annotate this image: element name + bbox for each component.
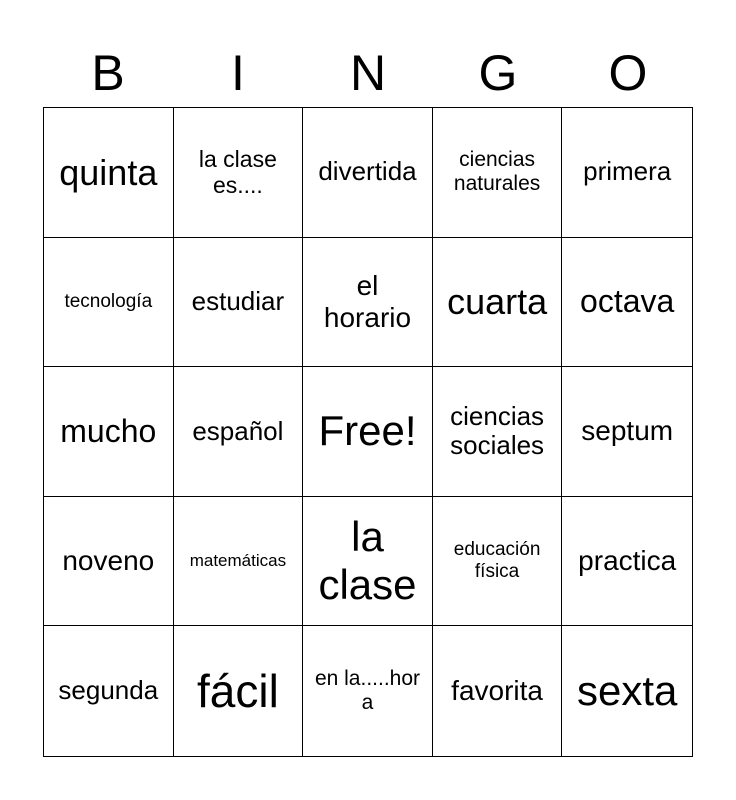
header-letter-b: B [91, 45, 125, 101]
bingo-cell[interactable]: tecnología [44, 238, 174, 368]
bingo-cell[interactable]: quinta [44, 108, 174, 238]
bingo-cell[interactable]: primera [562, 108, 692, 238]
bingo-cell[interactable]: practica [562, 497, 692, 627]
bingo-cell[interactable]: ciencias naturales [433, 108, 563, 238]
header-letter-g: G [478, 45, 518, 101]
bingo-cell[interactable]: segunda [44, 626, 174, 756]
bingo-cell[interactable]: divertida [303, 108, 433, 238]
bingo-header [43, 38, 693, 108]
header-letter-o: O [608, 45, 648, 101]
bingo-cell[interactable]: octava [562, 238, 692, 368]
bingo-cell[interactable]: mucho [44, 367, 174, 497]
bingo-cell[interactable]: Free! [303, 367, 433, 497]
bingo-cell[interactable]: sexta [577, 667, 678, 715]
bingo-board [43, 107, 693, 757]
bingo-cell[interactable]: septum [562, 367, 692, 497]
bingo-cell[interactable]: la clase [303, 497, 433, 627]
bingo-cell[interactable]: español [174, 367, 304, 497]
bingo-cell[interactable]: educación física [433, 497, 563, 627]
bingo-cell[interactable]: fácil [174, 626, 304, 756]
bingo-cell[interactable]: la clase es.... [174, 108, 304, 238]
bingo-cell[interactable]: cuarta [433, 238, 563, 368]
bingo-cell[interactable]: el horario [303, 238, 433, 368]
header-letter-n: N [349, 45, 387, 101]
bingo-cell[interactable]: en la.....hora [303, 626, 433, 756]
bingo-cell[interactable]: estudiar [174, 238, 304, 368]
bingo-cell[interactable]: noveno [44, 497, 174, 627]
bingo-cell[interactable]: matemáticas [174, 497, 304, 627]
header-letter-i: I [231, 45, 245, 101]
bingo-cell[interactable]: favorita [433, 626, 563, 756]
bingo-cell[interactable]: ciencias sociales [433, 367, 563, 497]
